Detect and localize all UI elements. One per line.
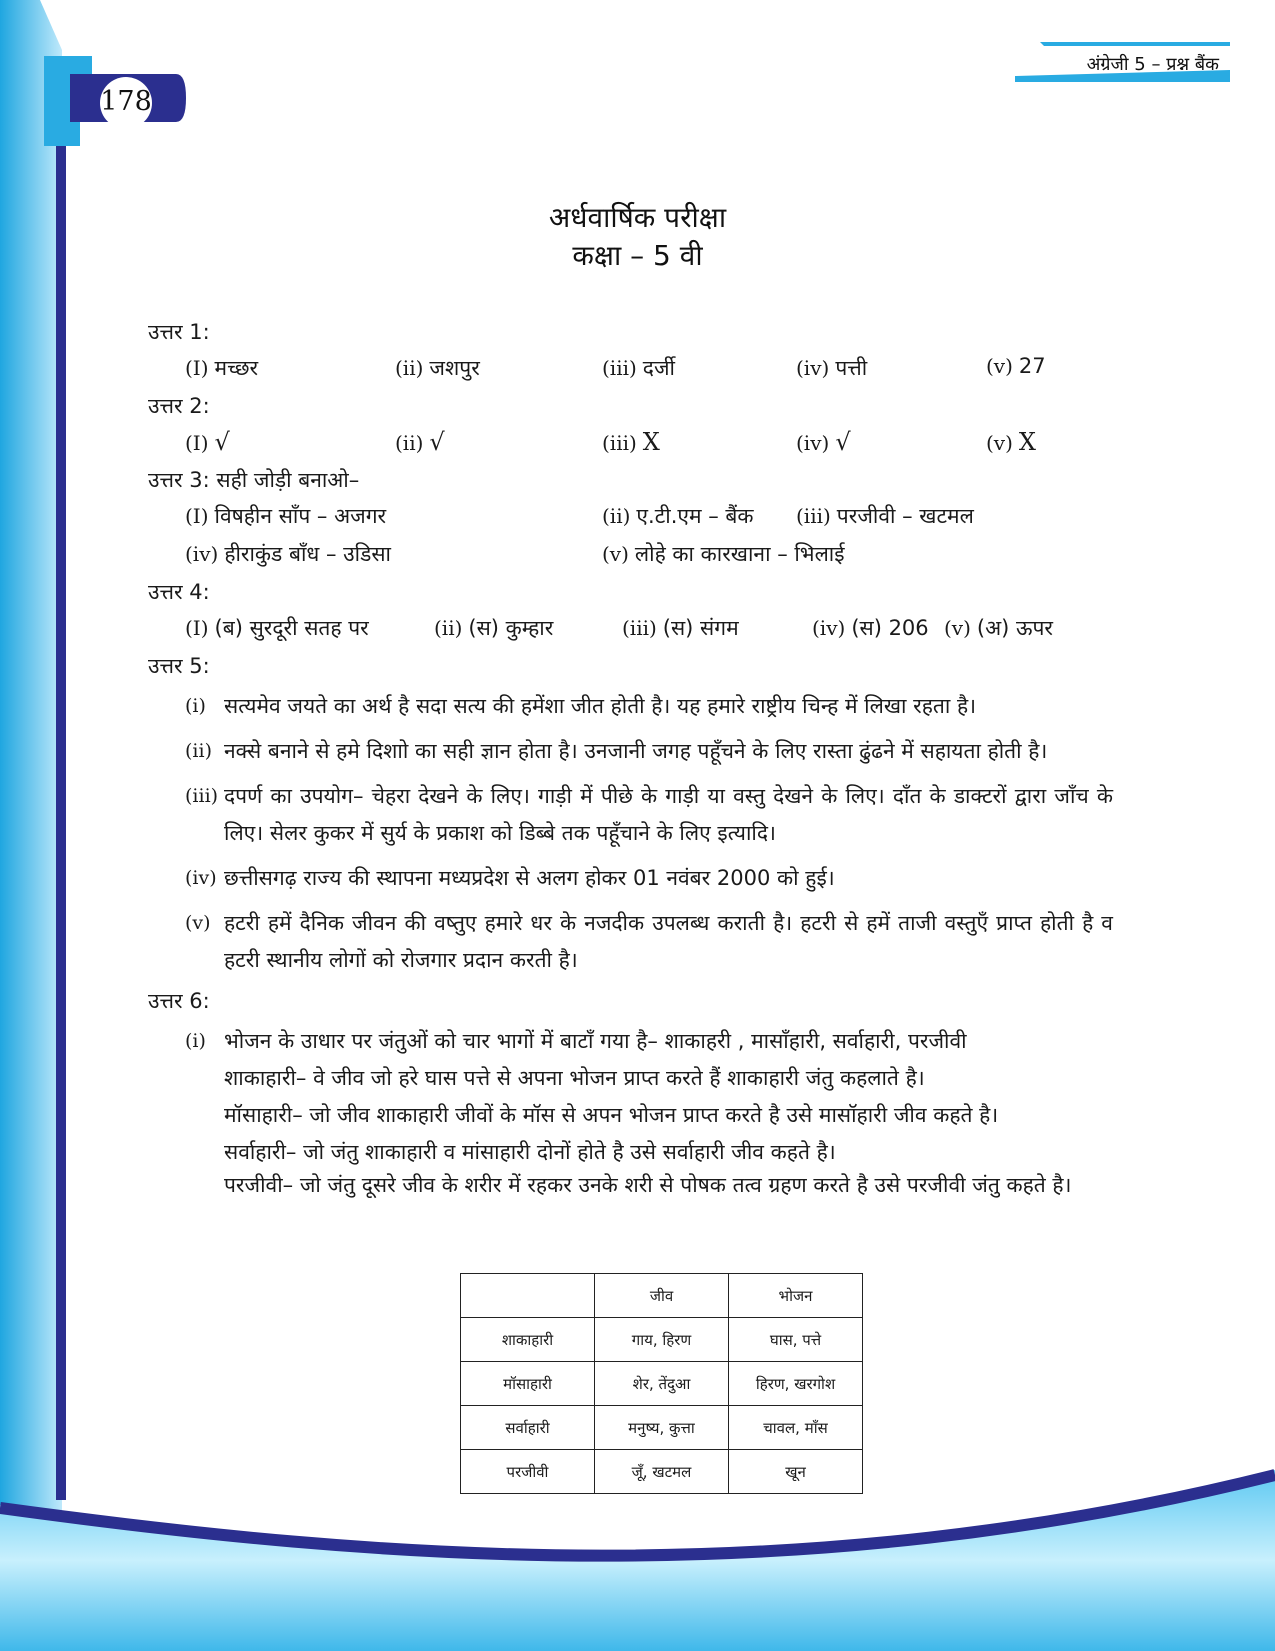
- carnivore-definition: मॉसाहारी– जो जीव शाकाहारी जीवों के मॉस से अपन भोजन प्राप्त करते है उसे मासॉहारी जीव कहते है।: [224, 1103, 999, 1127]
- answer-4-label: उत्तर 4:: [148, 580, 210, 604]
- table-row: [461, 1318, 863, 1362]
- table-cell: खून: [729, 1450, 863, 1494]
- header-line-top: [1040, 42, 1230, 46]
- table-cell: जूँ, खटमल: [595, 1450, 729, 1494]
- table-row: [461, 1450, 863, 1494]
- answer-item: (ii) (स) कुम्हार: [434, 616, 554, 640]
- answer-item: (iii) दर्जी: [602, 356, 675, 380]
- table-row: [461, 1362, 863, 1406]
- answer-item: (I) √: [185, 428, 230, 456]
- answer-5-item: (i) सत्यमेव जयते का अर्थ है सदा सत्य की हमेंशा जीत होती है। यह हमारे राष्ट्रीय चिन्ह में लिखा रहता है।: [185, 694, 977, 718]
- table-row: [461, 1406, 863, 1450]
- answer-3-row: [148, 540, 1113, 578]
- answer-item: (ii) √: [395, 428, 445, 456]
- answer-2-row: [148, 428, 1113, 466]
- table-header-row: [461, 1274, 863, 1318]
- table-header: [461, 1274, 595, 1318]
- answer-3-row: [148, 502, 1113, 540]
- answer-item: (iv) पत्ती: [796, 356, 868, 380]
- answer-5-item: (iii) दपर्ण का उपयोग– चेहरा देखने के लिए। गाड़ी में पीछे के गाड़ी या वस्तु देखने के लिए। दाँत के डाक्टरों द्वारा जाँच के लिए। सेलर कुकर में सुर्य के प्रकाश को डिब्बे तक पहूँचाने के लिए इत्यादि।: [185, 784, 1113, 845]
- answer-3-label: उत्तर 3: सही जोड़ी बनाओ–: [148, 468, 360, 492]
- table-cell: शेर, तेंदुआ: [595, 1362, 729, 1406]
- table-cell: चावल, माँस: [729, 1406, 863, 1450]
- table-header: भोजन: [729, 1274, 863, 1318]
- answer-item: (iii) X: [602, 428, 660, 456]
- answer-item: (v) X: [986, 428, 1036, 456]
- answer-5-item: (v) हटरी हमें दैनिक जीवन की वष्तुए हमारे धर के नजदीक उपलब्ध कराती है। हटरी से हमें ताजी वस्तुएँ प्राप्त होती है व हटरी स्थानीय लोगों को रोजगार प्रदान करती है।: [185, 911, 1113, 972]
- food-table: [460, 1273, 863, 1494]
- table-cell: हिरण, खरगोश: [729, 1362, 863, 1406]
- answer-1-row: [148, 354, 1113, 392]
- table-cell: शाकाहारी: [461, 1318, 595, 1362]
- answer-4-row: [148, 614, 1113, 652]
- answer-6-label: उत्तर 6:: [148, 989, 210, 1013]
- answer-6-item: (i) भोजन के उाधार पर जंतुओं को चार भागों में बाटाँ गया है– शाकाहरी , मासाँहारी, सर्वाहारी, परजीवी: [185, 1029, 967, 1053]
- answer-item: (I) (ब) सुरदूरी सतह पर: [185, 616, 369, 640]
- exam-title: अर्धवार्षिक परीक्षा: [548, 201, 727, 234]
- answer-2-label: उत्तर 2:: [148, 394, 210, 418]
- class-title: कक्षा – 5 वी: [572, 239, 703, 272]
- answer-item: (v) 27: [986, 354, 1046, 378]
- answer-item: (iv) हीराकुंड बाँध – उडिसा: [185, 542, 391, 566]
- answer-item: (iv) (स) 206: [812, 616, 929, 640]
- table-cell: सर्वाहारी: [461, 1406, 595, 1450]
- table-cell: मनुष्य, कुत्ता: [595, 1406, 729, 1450]
- table-cell: घास, पत्ते: [729, 1318, 863, 1362]
- answer-item: (v) (अ) ऊपर: [944, 616, 1054, 640]
- answer-item: (iii) (स) संगम: [622, 616, 739, 640]
- omnivore-definition: सर्वाहारी– जो जंतु शाकाहारी व मांसाहारी दोनों होते है उसे सर्वाहारी जीव कहते है।: [224, 1140, 836, 1164]
- table-header: जीव: [595, 1274, 729, 1318]
- answer-item: (v) लोहे का कारखाना – भिलाई: [602, 542, 845, 566]
- table-cell: परजीवी: [461, 1450, 595, 1494]
- left-dark-band: [56, 70, 66, 1500]
- answer-item: (iii) परजीवी – खटमल: [796, 504, 974, 528]
- parasite-definition: परजीवी– जो जंतु दूसरे जीव के शरीर में रहकर उनके शरी से पोषक तत्व ग्रहण करते है उसे परजीवी जंतु कहते है।: [224, 1173, 1072, 1197]
- answer-1-label: उत्तर 1:: [148, 320, 210, 344]
- answer-item: (iv) √: [796, 428, 851, 456]
- header-subject: अंग्रेजी 5 – प्रश्न बैंक: [1086, 54, 1219, 75]
- answer-5-item: (iv) छत्तीसगढ़ राज्य की स्थापना मध्यप्रदेश से अलग होकर 01 नवंबर 2000 को हुई।: [185, 866, 835, 890]
- answer-item: (I) विषहीन साँप – अजगर: [185, 504, 387, 528]
- answer-5-item: (ii) नक्से बनाने से हमे दिशाो का सही ज्ञान होता है। उनजानी जगह पहूँचने के लिए रास्ता ढुंढने में सहायता होती है।: [185, 739, 1048, 763]
- answer-item: (ii) जशपुर: [395, 356, 480, 380]
- answer-item: (I) मच्छर: [185, 356, 259, 380]
- answer-5-label: उत्तर 5:: [148, 654, 210, 678]
- herbivore-definition: शाकाहारी– वे जीव जो हरे घास पत्ते से अपना भोजन प्राप्त करते हैं शाकाहारी जंतु कहलाते है।: [224, 1066, 925, 1090]
- answer-content: [148, 318, 1113, 1200]
- table-cell: मॉसाहारी: [461, 1362, 595, 1406]
- answer-item: (ii) ए.टी.एम – बैंक: [602, 504, 754, 528]
- page-number: 178: [100, 86, 152, 117]
- table-cell: गाय, हिरण: [595, 1318, 729, 1362]
